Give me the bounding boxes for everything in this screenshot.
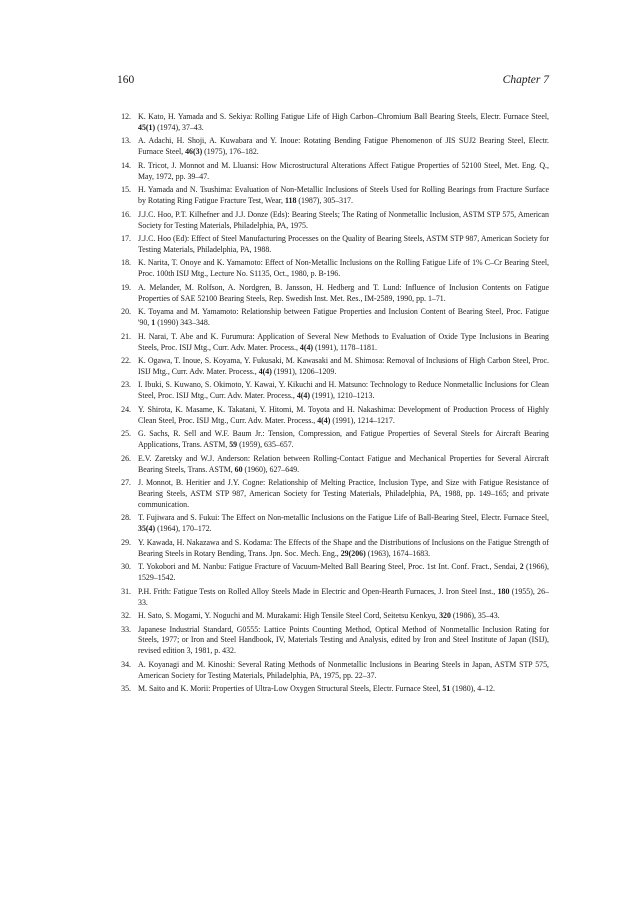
reference-item xyxy=(117,625,549,658)
reference-item xyxy=(117,356,549,378)
reference-number: 12. xyxy=(121,112,131,121)
reference-text-segment: (1959), 635–657. xyxy=(237,440,294,450)
volume-number: 4(4) xyxy=(317,415,331,425)
reference-text xyxy=(138,356,549,376)
reference-text-segment: T. Yokobori and M. Nanbu: Fatigue Fracture of Vacuum-Melted Ball Bearing Steel, Proc. 1st Int. Conf. Fract., Sendai, xyxy=(138,562,520,572)
reference-number: 28. xyxy=(121,513,131,523)
reference-item xyxy=(117,380,549,402)
volume-number: 180 xyxy=(497,586,510,596)
reference-text-segment: (1975), 176–182. xyxy=(202,147,259,157)
reference-text-segment: K. Narita, T. Onoye and K. Yamamoto: Effect of Non-Metallic Inclusions on the Rolling Fatigue Life of 1% C–Cr Bearing Steel, Proc. 100th ISIJ Mtg., Lecture No. S1135, Oct., 1980, p. B-196. xyxy=(138,258,549,279)
reference-number: 35. xyxy=(121,684,131,694)
reference-number: 17. xyxy=(121,234,131,244)
reference-text-segment: (1966), 1529–1542. xyxy=(138,562,550,583)
reference-text-segment: I. Ibuki, S. Kuwano, S. Okimoto, Y. Kawai, Y. Kikuchi and H. Matsuno: Technology to Reduce Nonmetallic Inclusions for Clean Steel, Proc. ISIJ Mtg., Curr. Adv. Mater. Process., xyxy=(138,380,549,401)
reference-text xyxy=(138,185,549,205)
reference-number: 15. xyxy=(121,185,131,195)
reference-number: 22. xyxy=(121,356,131,366)
reference-number: 24. xyxy=(121,404,131,414)
reference-text-segment: A. Adachi, H. Shoji, A. Kuwabara and Y. Inoue: Rotating Bending Fatigue Phenomenon of JIS SUJ2 Bearing Steel, Electr. Furnace Steel, xyxy=(138,136,549,157)
reference-item xyxy=(117,513,549,535)
reference-text xyxy=(138,538,549,558)
reference-text-segment: Y. Kawada, H. Nakazawa and S. Kodama: The Effects of the Shape and the Distributions of Inclusions on the Fatigue Strength of Bearing Steels in Rotary Bending, Trans. Jpn. Soc. Mech. Eng., xyxy=(138,537,549,558)
reference-item xyxy=(117,283,549,305)
reference-number: 31. xyxy=(121,586,131,596)
reference-text-segment: (1955), 26–33. xyxy=(138,586,549,607)
reference-text xyxy=(138,660,549,680)
reference-item xyxy=(117,562,549,584)
reference-item xyxy=(117,234,549,256)
reference-text-segment: K. Ogawa, T. Inoue, S. Koyama, Y. Fukusaki, M. Kawasaki and M. Shimosa: Removal of Inclusions of High Carbon Steel, Proc. ISIJ Mtg., Curr. Adv. Mater. Process., xyxy=(138,356,549,376)
reference-text xyxy=(138,210,549,230)
volume-number: 4(4) xyxy=(299,342,314,352)
reference-text-segment: A. Koyanagi and M. Kinoshi: Several Rating Methods of Nonmetallic Inclusions in Bearing Steels in Japan, ASTM STP 575, American Society for Testing Materials, Philadelphia, PA, 1975, pp. 22–37. xyxy=(138,659,549,680)
reference-text-segment: Y. Shirota, K. Masame, K. Takatani, Y. Hitomi, M. Toyota and H. Nakashima: Development of Production Process of Highly Clean Steel, Proc. ISIJ Mtg., Curr. Adv. Mater. Process., xyxy=(138,404,549,425)
reference-number: 23. xyxy=(121,380,131,390)
volume-number: 4(4) xyxy=(296,391,310,401)
reference-text-segment: (1991), 1178–1181. xyxy=(313,342,377,352)
volume-number: 1 xyxy=(151,318,156,328)
reference-item xyxy=(117,307,549,329)
reference-item xyxy=(117,136,549,158)
reference-text xyxy=(138,625,549,656)
reference-number: 14. xyxy=(121,160,131,170)
reference-text-segment: (1990) 343–348. xyxy=(155,318,210,328)
volume-number: 51 xyxy=(442,684,451,694)
reference-text-segment: P.H. Frith: Fatigue Tests on Rolled Alloy Steels Made in Electric and Open-Hearth Furnaces, J. Iron Steel Inst., xyxy=(138,586,498,596)
reference-text xyxy=(138,112,549,132)
reference-text-segment: M. Saito and K. Morii: Properties of Ultra-Low Oxygen Structural Steels, Electr. Furnace Steel, xyxy=(138,684,443,694)
reference-text xyxy=(138,380,549,400)
reference-item xyxy=(117,478,549,511)
reference-text-segment: (1991), 1214–1217. xyxy=(330,415,395,425)
reference-text-segment: H. Sato, S. Mogami, Y. Noguchi and M. Murakami: High Tensile Steel Cord, Seitetsu Kenkyu, xyxy=(138,611,440,621)
reference-number: 18. xyxy=(121,258,131,268)
reference-text xyxy=(138,258,549,278)
reference-text xyxy=(138,307,549,327)
reference-item xyxy=(117,258,549,280)
reference-number: 29. xyxy=(121,537,131,547)
chapter-title: Chapter 7 xyxy=(502,74,549,86)
reference-item xyxy=(117,611,549,622)
reference-number: 32. xyxy=(121,611,131,621)
reference-text-segment: (1964), 170–172. xyxy=(155,524,212,534)
volume-number: 60 xyxy=(234,464,243,474)
reference-number: 19. xyxy=(121,282,131,292)
reference-text xyxy=(138,513,549,533)
reference-text-segment: E.V. Zaretsky and W.J. Anderson: Relation between Rolling-Contact Fatigue and Mechanical Properties for Several Aircraft Bearing Steels, Trans. ASTM, xyxy=(138,453,549,474)
reference-text-segment: H. Narai, T. Abe and K. Furumura: Application of Several New Methods to Evaluation of Oxide Type Inclusions in Bearing Steels, Proc. ISIJ Mtg., Curr. Adv. Mater. Process., xyxy=(138,331,549,352)
reference-text-segment: J. Monnot, B. Heritier and J.Y. Cogne: Relationship of Melting Practice, Inclusion Type, and Size with Fatigue Resistance of Bearing Steels, ASTM STP 987, American Society for Testing Materials, Philadelphia, PA, 1988, pp. 149–165; and private communication. xyxy=(138,478,549,509)
reference-text xyxy=(138,332,549,352)
reference-text xyxy=(138,234,549,254)
reference-text-segment: (1991), 1206–1209. xyxy=(271,366,337,376)
reference-text xyxy=(138,611,500,620)
reference-item xyxy=(117,405,549,427)
reference-number: 26. xyxy=(121,453,131,463)
volume-number: 35(4) xyxy=(138,524,156,534)
reference-number: 25. xyxy=(121,429,131,439)
reference-number: 20. xyxy=(121,307,131,317)
reference-text xyxy=(138,136,549,156)
reference-number: 21. xyxy=(121,331,131,341)
reference-item xyxy=(117,454,549,476)
reference-text-segment: (1960), 627–649. xyxy=(242,464,300,474)
reference-text-segment: Japanese Industrial Standard, G0555: Lattice Points Counting Method, Optical Method of Nonmetallic Inclusion Rating for Steels, 1977; or Iron and Steel Handbook, IV, Materials Testing and Analysis, edited by Iron and Steel Institute of Japan (ISIJ), revised edition 3, 1981, p. 432. xyxy=(138,624,549,656)
reference-list xyxy=(117,112,549,698)
reference-item xyxy=(117,538,549,560)
reference-item xyxy=(117,161,549,183)
reference-text-segment: J.J.C. Hoo (Ed): Effect of Steel Manufacturing Processes on the Quality of Bearing Steels, ASTM STP 987, American Society for Testing Materials, Philadelphia, PA, 1988. xyxy=(138,234,549,254)
reference-text xyxy=(138,161,549,181)
reference-item xyxy=(117,332,549,354)
reference-text-segment: G. Sachs, R. Sell and W.F. Baum Jr.: Tension, Compression, and Fatigue Properties of Several Steels for Aircraft Bearing Applications, Trans. ASTM, xyxy=(138,429,549,450)
reference-text-segment: K. Kato, H. Yamada and S. Sekiya: Rolling Fatigue Life of High Carbon–Chromium Ball Bearing Steels, Electr. Furnace Steel, xyxy=(138,112,549,121)
volume-number: 46(3) xyxy=(185,147,203,157)
reference-text-segment: R. Tricot, J. Monnot and M. Lluansi: How Microstructural Alterations Affect Fatigue Properties of 52100 Steel, Met. Eng. Q., May, 1972, pp. 39–47. xyxy=(138,160,549,181)
reference-text xyxy=(138,405,549,425)
reference-text xyxy=(138,587,549,607)
volume-number: 2 xyxy=(519,562,524,572)
reference-item xyxy=(117,112,549,134)
reference-number: 16. xyxy=(121,209,131,219)
running-header xyxy=(117,74,549,90)
reference-item xyxy=(117,429,549,451)
reference-text xyxy=(138,429,549,449)
reference-text-segment: H. Yamada and N. Tsushima: Evaluation of Non-Metallic Inclusions of Steels Used for Rolling Bearings from Fracture Surface by Rotating Ring Fatigue Fracture Test, Wear, xyxy=(138,185,549,206)
reference-item xyxy=(117,210,549,232)
volume-number: 29(206) xyxy=(340,548,366,558)
volume-number: 118 xyxy=(285,196,297,206)
reference-text-segment: (1986), 35–43. xyxy=(450,611,500,621)
volume-number: 59 xyxy=(229,440,238,450)
reference-text-segment: A. Melander, M. Rolfson, A. Nordgren, B. Jansson, H. Hedberg and T. Lund: Influence of Inclusion Contents on Fatigue Properties of SAE 52100 Bearing Steels, Rep. Swedish Inst. Met. Res., IM-2589, 1990, pp. 1–71. xyxy=(138,282,549,303)
reference-text-segment: (1987), 305–317. xyxy=(296,196,353,206)
reference-text-segment: K. Toyama and M. Yamamoto: Relationship between Fatigue Properties and Inclusion Content of Bearing Steel, Proc. Fatigue '90, xyxy=(138,307,549,328)
reference-number: 13. xyxy=(121,136,131,146)
reference-text xyxy=(138,684,495,693)
reference-number: 30. xyxy=(121,562,131,572)
page-number: 160 xyxy=(117,74,135,86)
reference-number: 34. xyxy=(121,659,131,669)
reference-text xyxy=(138,562,549,582)
reference-item xyxy=(117,185,549,207)
reference-text-segment: (1974), 37–43. xyxy=(155,122,204,132)
reference-text-segment: J.J.C. Hoo, P.T. Kilhefner and J.J. Donze (Eds): Bearing Steels; The Rating of Nonmetallic Inclusion, ASTM STP 575, American Society for Testing Materials, Philadelphia, PA, 1975. xyxy=(138,209,549,230)
reference-text-segment: (1963), 1674–1683. xyxy=(365,548,431,558)
reference-item xyxy=(117,684,549,695)
volume-number: 320 xyxy=(439,611,451,621)
volume-number: 45(1) xyxy=(138,122,156,132)
reference-number: 27. xyxy=(121,478,131,488)
reference-text-segment: (1991), 1210–1213. xyxy=(309,391,375,401)
reference-item xyxy=(117,587,549,609)
reference-item xyxy=(117,660,549,682)
reference-text xyxy=(138,283,549,303)
reference-text-segment: T. Fujiwara and S. Fukui: The Effect on Non-metallic Inclusions on the Fatigue Life of Ball-Bearing Steel, Electr. Furnace Steel, xyxy=(138,513,549,523)
reference-text xyxy=(138,478,549,509)
volume-number: 4(4) xyxy=(258,366,272,376)
reference-number: 33. xyxy=(121,624,131,634)
reference-text-segment: (1980), 4–12. xyxy=(450,684,495,694)
reference-text xyxy=(138,454,549,474)
